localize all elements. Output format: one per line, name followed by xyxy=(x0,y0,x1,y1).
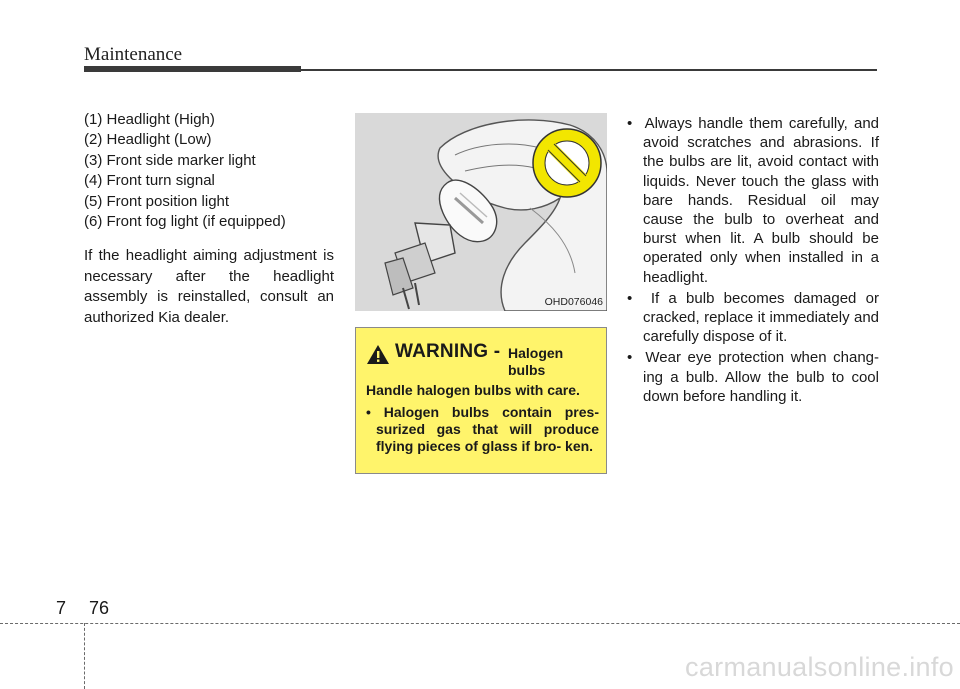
light-list-item: (3) Front side marker light xyxy=(84,151,256,169)
warning-bullet: • Halogen bulbs contain pres- surized gas that will produce flying pieces of glass if bro- ken. xyxy=(366,404,599,454)
warning-triangle-icon xyxy=(366,344,390,365)
bullet-text: Wear eye protection when chang- ing a bulb. Allow the bulb to cool down before handling it. xyxy=(643,349,879,405)
light-list-item: (2) Headlight (Low) xyxy=(84,131,212,149)
watermark: carmanualsonline.info xyxy=(685,652,954,682)
page-number: 76 xyxy=(89,598,110,618)
footer-divider xyxy=(84,623,85,689)
warning-bullet-text: Halogen bulbs contain pres- surized gas that will produce flying pieces of glass if bro- ken. xyxy=(376,404,599,454)
light-list-item: (5) Front position light xyxy=(84,192,230,210)
light-list-item: (1) Headlight (High) xyxy=(84,111,215,128)
halogen-bulb-illustration xyxy=(355,113,607,311)
light-list-item: (4) Front turn signal xyxy=(84,172,215,190)
handling-bullet: • If a bulb becomes damaged or cracked, replace it immediately and carefully dispose of it. xyxy=(627,289,879,346)
right-column xyxy=(627,114,879,408)
left-column xyxy=(84,110,334,343)
section-title: Maintenance xyxy=(84,44,183,65)
prohibition-icon xyxy=(533,129,601,197)
warning-topic: Halogen xyxy=(508,345,564,361)
aiming-paragraph: If the headlight aiming adjustment is necessary after the headlight assembly is reinstalled, consult an authorized Kia dealer. xyxy=(84,247,334,326)
warning-box xyxy=(355,327,607,474)
handling-bullet: • Wear eye protection when chang- ing a bulb. Allow the bulb to cool down before handling it. xyxy=(627,349,879,405)
bullet-text: If a bulb becomes damaged or cracked, replace it immediately and carefully dispose of it. xyxy=(643,289,879,346)
handling-bullet: • Always handle them carefully, and avoid scratches and abrasions. If the bulbs are lit, avoid contact with liquids. Never touch the glass with bare hands. Residual oil may cause the bulb to overheat and burst when lit. A bulb should be operated only when installed in a headlight. xyxy=(627,115,879,286)
warning-topic-continued: bulbs xyxy=(508,362,546,378)
header-rule-thin xyxy=(301,69,877,71)
header-rule-thick xyxy=(84,66,301,72)
warning-lead-text: Handle halogen bulbs with care. xyxy=(366,382,580,398)
bullet-text: Always handle them carefully, and avoid scratches and abrasions. If the bulbs are lit, avoid contact with liquids. Never touch the glass with bare hands. Residual oil may cause the bulb to overheat and burst when lit. A bulb should be operated only when installed in a headlight. xyxy=(643,115,879,286)
chapter-number: 7 xyxy=(56,598,67,618)
light-list-item: (6) Front fog light (if equipped) xyxy=(84,213,286,231)
figure-code: OHD076046 xyxy=(544,296,603,308)
warning-word: WARNING - xyxy=(395,341,501,362)
footer-rule xyxy=(0,623,960,624)
hand-holding-bulb-drawing xyxy=(355,113,607,311)
